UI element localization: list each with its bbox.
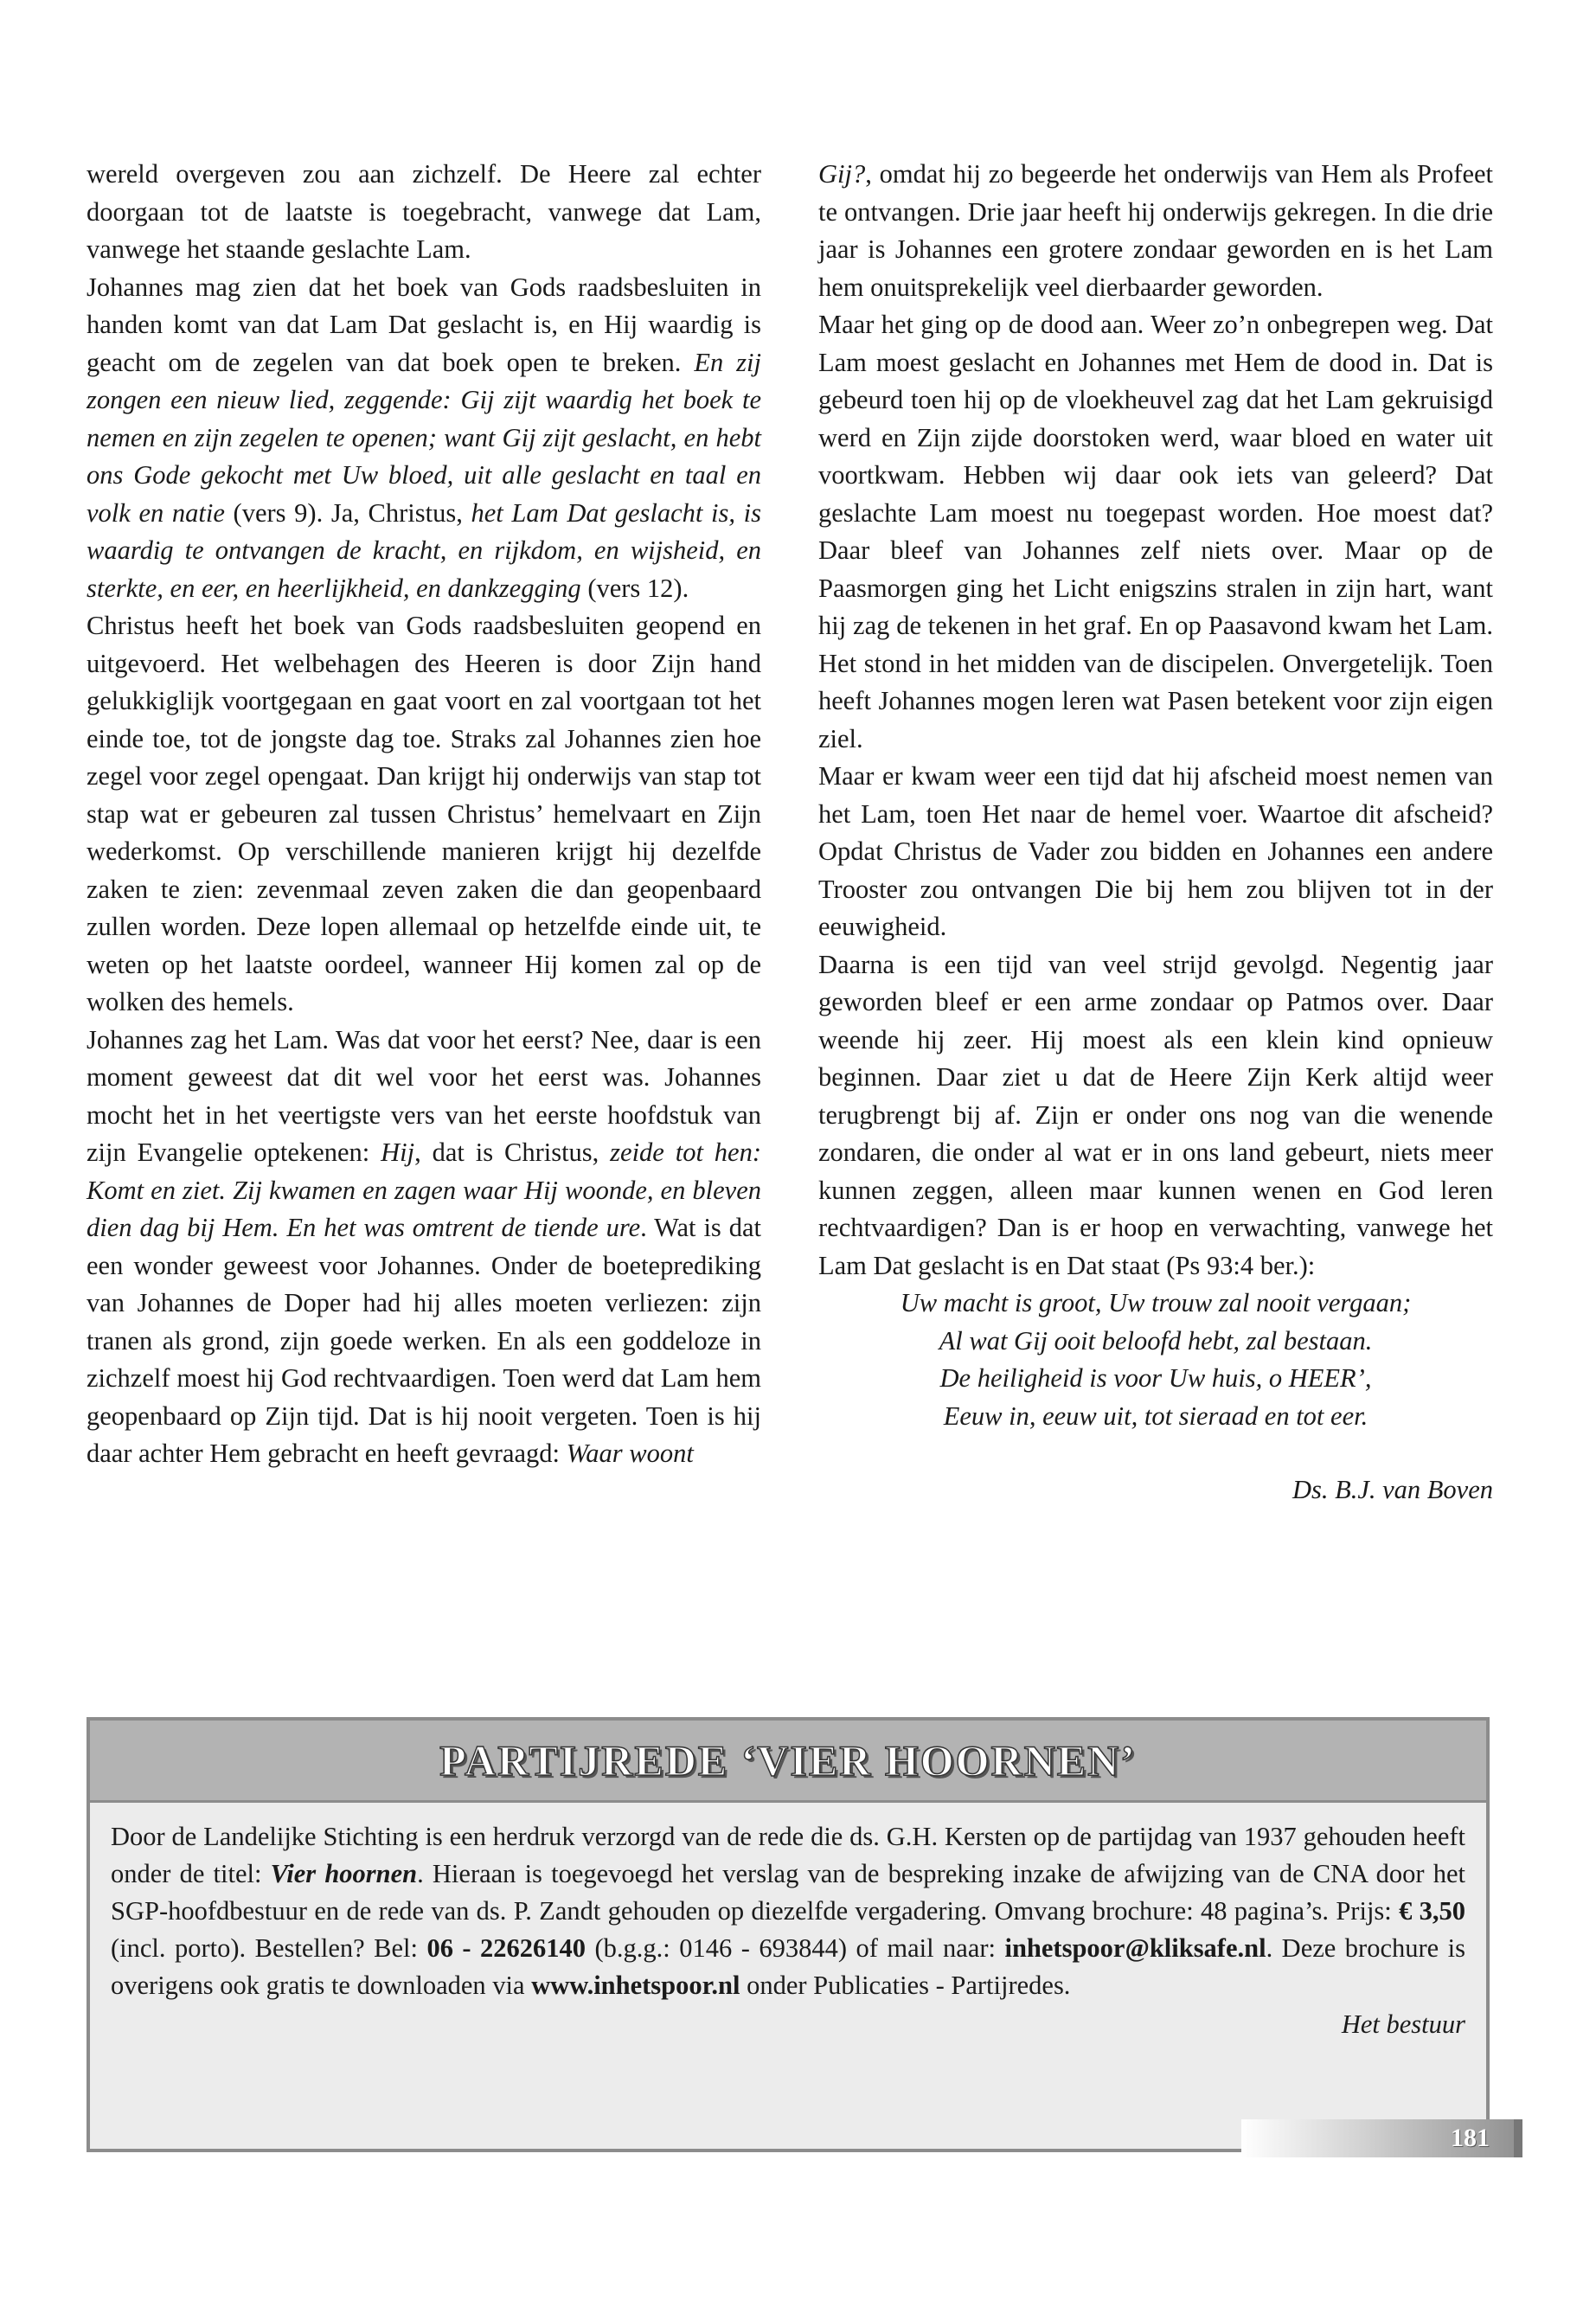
paragraph	[818, 758, 1493, 946]
website-link[interactable]: www.inhetspoor.nl	[531, 1971, 740, 2000]
left-column	[87, 156, 761, 1473]
scripture-quote: En zij zongen een nieuw lied, zeggende: Gij zijt waardig het boek te nemen en zijn zegelen te openen; want Gij zijt geslacht, en hebt ons Gode gekocht met Uw bloed, uit alle geslacht en taal en volk en natie	[87, 347, 761, 528]
paragraph	[87, 269, 761, 608]
text-run: (vers 12).	[580, 573, 689, 603]
scripture-quote: zeide tot hen: Komt en ziet. Zij kwamen en zagen waar Hij woonde, en bleven dien dag bij Hem. En het was omtrent de tiende ure	[87, 1138, 761, 1242]
poem-line: De heiligheid is voor Uw huis, o HEER’,	[939, 1363, 1372, 1393]
text-run: . Deze brochure is overigens ook gratis te downloaden via	[111, 1933, 1465, 2000]
text-run: (b.g.g.: 0146 - 693844) of mail naar:	[586, 1933, 1005, 1963]
paragraph	[87, 607, 761, 1022]
paragraph	[818, 306, 1493, 758]
price: € 3,50	[1399, 1896, 1465, 1926]
text-run: wereld overgeven zou aan zichzelf. De Heere zal echter doorgaan tot de laatste is toegebracht, vanwege dat Lam, vanwege het staande geslachte Lam.	[87, 159, 761, 264]
text-run: Daarna is een tijd van veel strijd gevolgd. Negentig jaar geworden bleef er een arme zondaar op Patmos over. Daar weende hij zeer. Hij moest als een klein kind opnieuw beginnen. Daar ziet u dat de Heere Zijn Kerk altijd weer terugbrengt bij af. Zijn er onder ons nog van die wenende zondaren, die onder al wat er in ons land gebeurt, niets meer kunnen zeggen, alleen maar kunnen wenen en God leren rechtvaardigen? Dan is er hoop en verwachting, vanwege het Lam Dat geslacht is en Dat staat (Ps 93:4 ber.):	[818, 949, 1493, 1280]
poem-line: Eeuw in, eeuw uit, tot sieraad en tot eer.	[943, 1400, 1368, 1431]
poem-line: Uw macht is groot, Uw trouw zal nooit vergaan;	[900, 1288, 1412, 1317]
announcement-header	[90, 1721, 1486, 1803]
text-run: Johannes mag zien dat het boek van Gods raadsbesluiten in handen komt van dat Lam Dat geslacht is, en Hij waardig is geacht om de zegelen van dat boek open te breken.	[87, 272, 761, 377]
paragraph	[87, 156, 761, 269]
text-run: Maar er kwam weer een tijd dat hij afscheid moest nemen van het Lam, toen Het naar de hemel voer. Waartoe dit afscheid? Opdat Christus de Vader zou bidden en Johannes een andere Trooster zou ontvangen Die bij hem zou blijven tot in der eeuwigheid.	[818, 761, 1493, 941]
book-title: Vier hoornen	[270, 1859, 418, 1888]
scripture-quote: Gij?	[818, 159, 866, 189]
announcement-box	[87, 1717, 1490, 2152]
page-footer	[1241, 2119, 1522, 2157]
text-run: Door de Landelijke Stichting is een herdruk verzorgd van de rede die ds. G.H. Kersten op de partijdag van 1937 gehouden heeft onder de titel:	[111, 1822, 1465, 1888]
text-run: Johannes zag het Lam. Was dat voor het eerst? Nee, daar is een moment geweest dat dit wel voor het eerst was. Johannes mocht het in het veertigste vers van het eerste hoofdstuk van zijn Evangelie optekenen:	[87, 1024, 761, 1167]
poem-line: Al wat Gij ooit beloofd hebt, zal bestaan.	[939, 1325, 1373, 1356]
psalm-verse	[818, 1285, 1493, 1435]
text-run: . Wat is dat een wonder geweest voor Johannes. Onder de boeteprediking van Johannes de Doper had hij alles moeten verliezen: zijn tranen als grond, zijn goede werken. En als een goddeloze in zichzelf moest hij God rechtvaardigen. Toen werd dat Lam hem geopenbaard op Zijn tijd. Dat is hij nooit vergeten. Toen is hij daar achter Hem gebracht en heeft gevraagd:	[87, 1213, 761, 1468]
scripture-quote: Hij	[381, 1138, 415, 1167]
text-run: , omdat hij zo begeerde het onderwijs van Hem als Profeet te ontvangen. Drie jaar heeft hij onderwijs gekregen. In die drie jaar is Johannes een grotere zondaar geworden en is het Lam hem onuitsprekelijk veel dierbaarder geworden.	[818, 159, 1493, 302]
announcement-signature: Het bestuur	[1341, 2009, 1465, 2039]
announcement-body	[90, 1803, 1486, 2043]
text-run: . Hieraan is toegevoegd het verslag van de bespreking inzake de afwijzing van de CNA door het SGP-hoofdbestuur en de rede van ds. P. Zandt gehouden op diezelfde vergadering. Omvang brochure: 48 pagina’s. Prijs:	[111, 1859, 1465, 1926]
text-run: (incl. porto). Bestellen? Bel:	[111, 1933, 427, 1963]
text-run: , dat is Christus,	[414, 1138, 611, 1167]
right-column	[818, 156, 1493, 1509]
footer-marker	[1514, 2119, 1522, 2157]
text-run: Maar het ging op de dood aan. Weer zo’n onbegrepen weg. Dat Lam moest geslacht en Johannes met Hem de dood in. Dat is gebeurd toen hij op de vloekheuvel zag dat het Lam gekruisigd werd en Zijn zijde doorstoken werd, waar bloed en water uit voortkwam. Hebben wij daar ook iets van geleerd? Dat geslachte Lam moest nu toegepast worden. Hoe moest dat? Daar bleef van Johannes zelf niets over. Maar op de Paasmorgen ging het Licht enigszins stralen in zijn hart, want hij zag de tekenen in het graf. En op Paasavond kwam het Lam. Het stond in het midden van de discipelen. Onvergetelijk. Toen heeft Johannes mogen leren wat Pasen betekent voor zijn eigen ziel.	[818, 310, 1493, 753]
text-run: (vers 9). Ja, Christus,	[224, 497, 471, 528]
email-link[interactable]: inhetspoor@kliksafe.nl	[1004, 1933, 1266, 1963]
author-signature: Ds. B.J. van Boven	[1292, 1475, 1493, 1504]
page-number: 181	[1451, 2124, 1490, 2152]
text-run: Christus heeft het boek van Gods raadsbesluiten geopend en uitgevoerd. Het welbehagen des Heeren is door Zijn hand gelukkiglijk voortgegaan en gaat voort en zal voortgaan tot het einde toe, tot de jongste dag toe. Straks zal Johannes zien hoe zegel voor zegel opengaat. Dan krijgt hij onderwijs van stap tot stap wat er gebeuren zal tussen Christus’ hemelvaart en Zijn wederkomst. Op verschillende manieren krijgt hij dezelfde zaken te zien: zevenmaal zeven zaken die dan geopenbaard zullen worden. Deze lopen allemaal op hetzelfde einde uit, te weten op het laatste oordeel, wanneer Hij komen zal op de wolken des hemels.	[87, 611, 761, 1016]
paragraph	[818, 156, 1493, 306]
scripture-quote: Waar woont	[566, 1439, 694, 1468]
text-run: onder Publicaties - Partijredes.	[740, 1971, 1071, 2000]
paragraph	[818, 946, 1493, 1285]
phone-number[interactable]: 06 - 22626140	[426, 1933, 586, 1963]
paragraph	[87, 1022, 761, 1473]
scripture-quote: het Lam Dat geslacht is, is waardig te ontvangen de kracht, en rijkdom, en wijsheid, en sterkte, en eer, en heerlijkheid, en dankzegging	[87, 497, 761, 603]
announcement-text	[111, 1818, 1465, 2004]
announcement-title: PARTIJREDE ‘VIER HOORNEN’	[439, 1736, 1137, 1785]
